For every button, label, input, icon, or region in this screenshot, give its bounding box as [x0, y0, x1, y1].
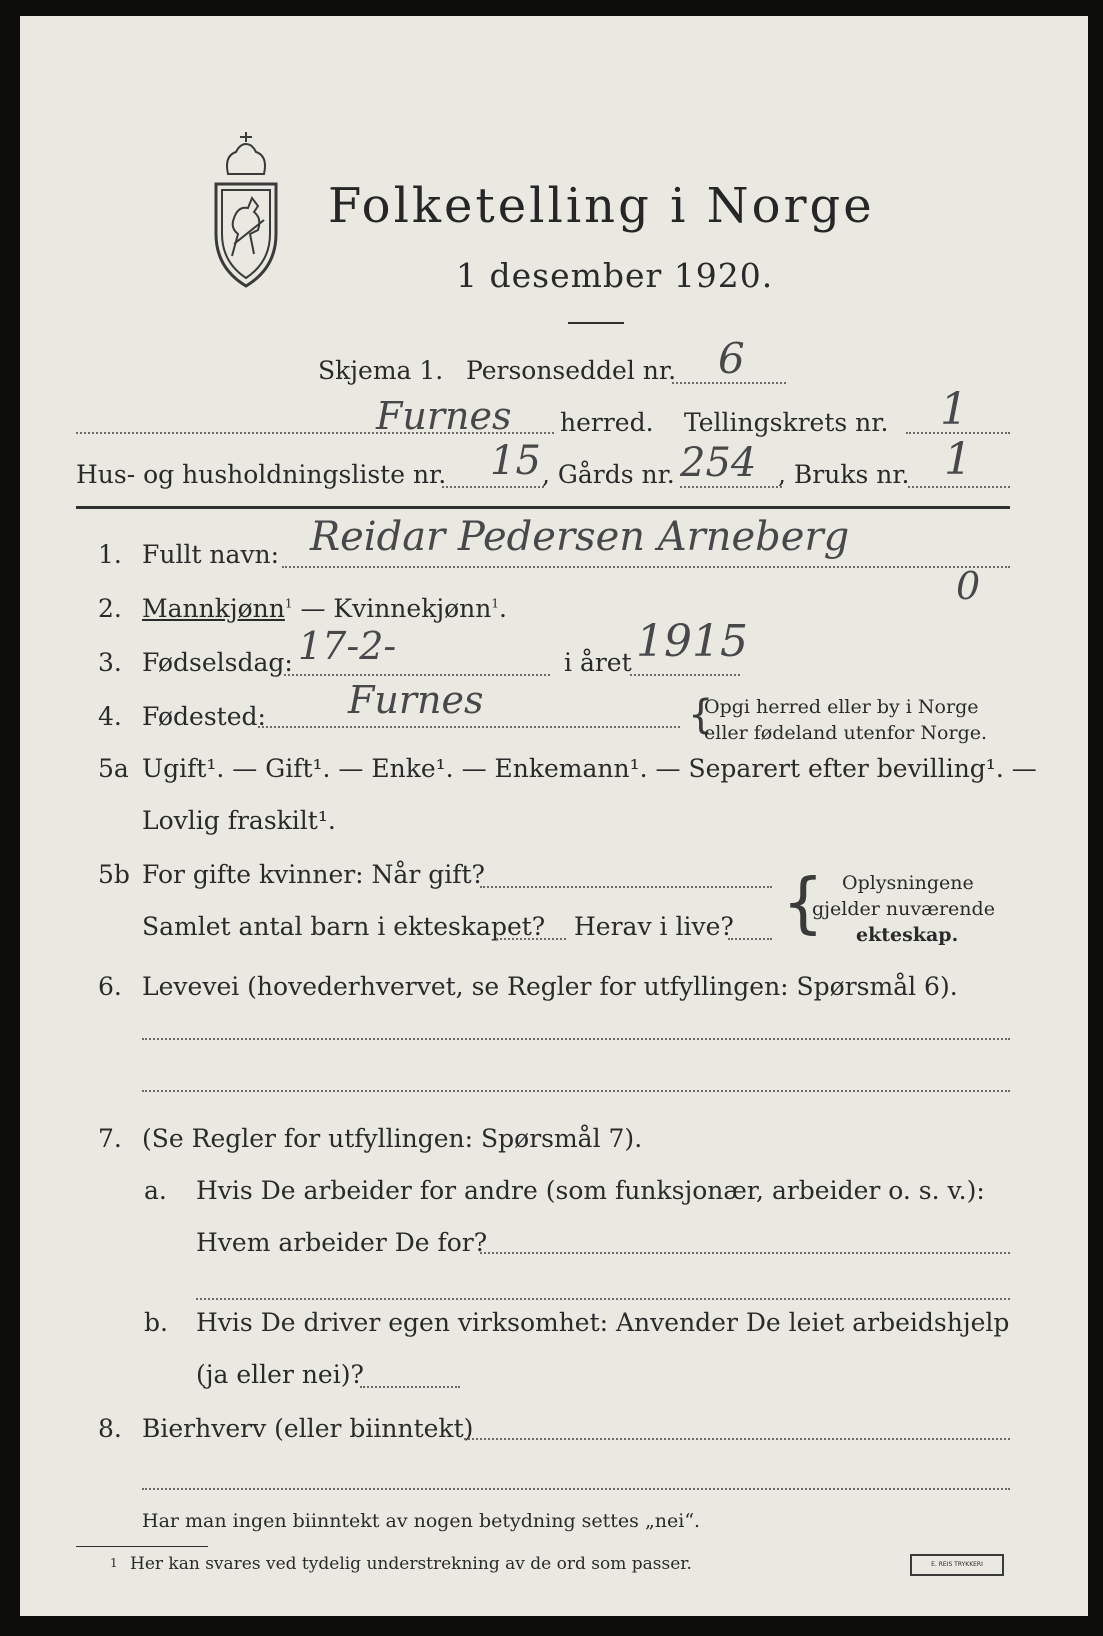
q6-number: 6. [98, 972, 122, 1001]
q5a-line-1: Ugift¹. — Gift¹. — Enke¹. — Enkemann¹. — Separert efter bevilling¹. — [142, 754, 1037, 783]
bruks-label: , Bruks nr. [778, 460, 910, 489]
q5b-alive-label: Herav i live? [574, 912, 734, 941]
bruks-line [908, 486, 1010, 488]
footnote-rule [76, 1546, 208, 1547]
q2-number: 2. [98, 594, 122, 623]
q3-year-line [630, 674, 740, 676]
q2-female-option: Kvinnekjønn [333, 594, 492, 623]
skjema-label: Skjema 1. [318, 356, 444, 385]
census-form [20, 16, 1088, 1616]
q7b-line-2: (ja eller nei)? [196, 1360, 364, 1389]
herred-label: herred. [560, 408, 654, 437]
q7-number: 7. [98, 1124, 122, 1153]
personseddel-label: Personseddel nr. [466, 356, 677, 385]
q2-male-footnote: 1 [284, 596, 293, 611]
title-divider [568, 322, 624, 324]
q7a-marker: a. [144, 1176, 167, 1205]
q5b-note-1: Oplysningene [842, 872, 974, 894]
q6-line-2 [142, 1090, 1010, 1092]
q4-note-2: eller fødeland utenfor Norge. [704, 722, 988, 744]
q1-value: Reidar Pedersen Arneberg [310, 514, 850, 560]
q3-year-value: 1915 [636, 616, 748, 667]
q4-line [258, 726, 680, 728]
q5b-number: 5b [98, 860, 130, 889]
q5b-married-line [480, 886, 772, 888]
q5b-line-1: For gifte kvinner: Når gift? [142, 860, 485, 889]
q5b-note-3: ekteskap. [856, 924, 959, 946]
q4-note-1: Opgi herred eller by i Norge [704, 696, 979, 718]
hus-line [442, 486, 544, 488]
q7a-extra-line [196, 1298, 1010, 1300]
tellingskrets-label: Tellingskrets nr. [684, 408, 889, 437]
q6-label: Levevei (hovederhvervet, se Regler for utfyllingen: Spørsmål 6). [142, 972, 958, 1001]
note-nei: Har man ingen biinntekt av nogen betydning settes „nei“. [142, 1510, 701, 1532]
q2-end: . [499, 594, 507, 623]
q5a-line-2: Lovlig fraskilt¹. [142, 806, 336, 835]
personseddel-value: 6 [718, 334, 745, 383]
gards-value: 254 [680, 440, 757, 486]
q1-number: 1. [98, 540, 122, 569]
q7a-line-1: Hvis De arbeider for andre (som funksjonær, arbeider o. s. v.): [196, 1176, 985, 1205]
margin-mark: 0 [956, 564, 981, 608]
q7b-answer-line [360, 1386, 460, 1388]
q6-line-1 [142, 1038, 1010, 1040]
hus-value: 15 [490, 438, 541, 484]
q8-label: Bierhverv (eller biinntekt) [142, 1414, 474, 1443]
q4-value: Furnes [348, 678, 484, 722]
bruks-value: 1 [944, 434, 972, 485]
footnote-mark: 1 [110, 1556, 118, 1570]
q8-line-2 [142, 1488, 1010, 1490]
q7a-employer-line [480, 1252, 1010, 1254]
q8-number: 8. [98, 1414, 122, 1443]
header-rule [76, 506, 1010, 509]
q5b-note-2: gjelder nuværende [812, 898, 995, 920]
q2-male-option: Mannkjønn [142, 594, 285, 623]
q8-line-1 [464, 1438, 1010, 1440]
tellingskrets-value: 1 [940, 384, 968, 435]
q3-number: 3. [98, 648, 122, 677]
q4-label: Fødested: [142, 702, 266, 731]
q4-number: 4. [98, 702, 122, 731]
q5b-children-line [496, 938, 566, 940]
q7-label: (Se Regler for utfyllingen: Spørsmål 7). [142, 1124, 643, 1153]
q4-brace: { [688, 692, 714, 738]
q1-line [282, 566, 1010, 568]
footnote-text: Her kan svares ved tydelig understrekning av de ord som passer. [130, 1554, 692, 1574]
q7a-line-2: Hvem arbeider De for? [196, 1228, 488, 1257]
q3-label: Fødselsdag: [142, 648, 293, 677]
q5b-brace: { [782, 864, 824, 941]
q3-year-label: i året [564, 648, 632, 677]
hus-label: Hus- og husholdningsliste nr. [76, 460, 447, 489]
page-title: Folketelling i Norge [328, 178, 875, 234]
census-date: 1 desember 1920. [456, 256, 774, 295]
q5b-children-label: Samlet antal barn i ekteskapet? [142, 912, 546, 941]
q3-value: 17-2- [298, 624, 397, 668]
q3-date-line [284, 674, 550, 676]
q2-separator: — [292, 594, 334, 623]
coat-of-arms-icon [206, 128, 286, 298]
gards-label: , Gårds nr. [542, 460, 675, 489]
q7b-line-1: Hvis De driver egen virksomhet: Anvender De leiet arbeidshjelp [196, 1308, 1010, 1337]
q1-label: Fullt navn: [142, 540, 280, 569]
q5b-alive-line [728, 938, 772, 940]
gards-line [680, 486, 782, 488]
q2-options [142, 594, 507, 623]
herred-value: Furnes [376, 394, 512, 438]
printer-stamp: E. REIS TRYKKERI [910, 1554, 1004, 1576]
q5a-number: 5a [98, 754, 129, 783]
q2-female-footnote: 1 [491, 596, 499, 611]
q7b-marker: b. [144, 1308, 168, 1337]
